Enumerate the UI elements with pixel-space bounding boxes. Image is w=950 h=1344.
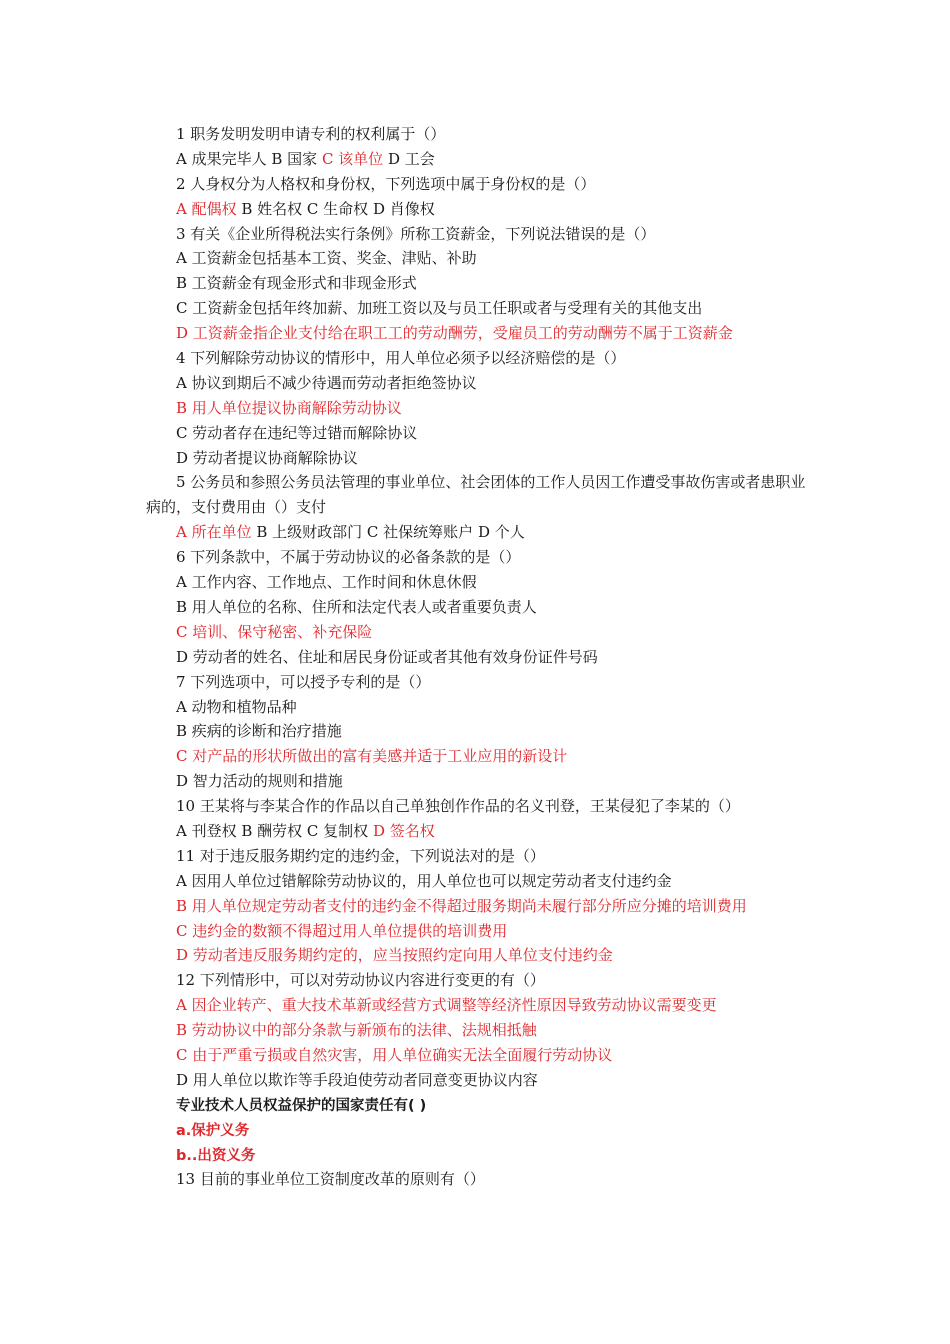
text-line — [146, 894, 810, 919]
text-line — [146, 446, 810, 471]
answer-text: D 劳动者违反服务期约定的，应当按照约定向用人单位支付违约金 — [176, 946, 613, 965]
question-list — [146, 122, 810, 1192]
question-text: 4 下列解除劳动协议的情形中，用人单位必须予以经济赔偿的是（） — [176, 349, 626, 368]
answer-text: a.保护义务 — [176, 1122, 250, 1139]
question-text: D 智力活动的规则和措施 — [176, 772, 343, 791]
text-line — [146, 122, 810, 147]
answer-text: b..出资义务 — [176, 1147, 256, 1164]
question-text: B 姓名权 C 生命权 D 肖像权 — [241, 199, 435, 218]
question-text: 7 下列选项中，可以授予专利的是（） — [176, 672, 431, 691]
text-line — [146, 197, 810, 222]
text-line — [146, 396, 810, 421]
text-line — [146, 844, 810, 869]
text-line — [146, 968, 810, 993]
question-text: B 上级财政部门 C 社保统筹账户 D 个人 — [256, 523, 525, 542]
question-text: A 刊登权 B 酬劳权 C 复制权 — [176, 821, 373, 840]
text-line — [146, 421, 810, 446]
text-line — [146, 595, 810, 620]
text-line — [146, 470, 810, 520]
text-line — [146, 744, 810, 769]
question-text: C 劳动者存在违纪等过错而解除协议 — [176, 423, 418, 442]
text-line — [146, 1143, 810, 1168]
text-line — [146, 645, 810, 670]
text-line — [146, 346, 810, 371]
question-text: C 工资薪金包括年终加薪、加班工资以及与员工任职或者与受理有关的其他支出 — [176, 299, 703, 318]
text-line — [146, 769, 810, 794]
text-line — [146, 321, 810, 346]
text-line — [146, 1167, 810, 1192]
question-text: A 成果完毕人 B 国家 — [176, 149, 322, 168]
question-text: 1 职务发明发明申请专利的权利属于（） — [176, 125, 446, 143]
text-line — [146, 172, 810, 197]
question-text: D 用人单位以欺诈等手段迫使劳动者同意变更协议内容 — [176, 1070, 538, 1089]
text-line — [146, 371, 810, 396]
question-text: 11 对于违反服务期约定的违约金，下列说法对的是（） — [176, 846, 545, 865]
question-text: D 劳动者的姓名、住址和居民身份证或者其他有效身份证件号码 — [176, 647, 598, 666]
question-text: B 用人单位的名称、住所和法定代表人或者重要负责人 — [176, 597, 537, 616]
text-line — [146, 271, 810, 296]
question-text: 3 有关《企业所得税法实行条例》所称工资薪金，下列说法错误的是（） — [176, 224, 656, 243]
text-line — [146, 570, 810, 595]
question-text: A 工作内容、工作地点、工作时间和休息休假 — [176, 573, 477, 592]
text-line — [146, 147, 810, 172]
text-line — [146, 794, 810, 819]
question-text: D 劳动者提议协商解除协议 — [176, 448, 358, 467]
text-line — [146, 943, 810, 968]
question-text: A 工资薪金包括基本工资、奖金、津贴、补助 — [176, 249, 477, 268]
answer-text: B 用人单位提议协商解除劳动协议 — [176, 398, 402, 417]
answer-text: D 签名权 — [372, 821, 435, 840]
text-line — [146, 1068, 810, 1093]
answer-text: A 所在单位 — [176, 523, 257, 542]
text-line — [146, 222, 810, 247]
question-text: 13 目前的事业单位工资制度改革的原则有（） — [176, 1170, 485, 1189]
question-text: 2 人身权分为人格权和身份权，下列选项中属于身份权的是（） — [176, 174, 596, 193]
text-line — [146, 1043, 810, 1068]
text-line — [146, 296, 810, 321]
question-text: 12 下列情形中，可以对劳动协议内容进行变更的有（） — [176, 971, 545, 990]
question-text: D 工会 — [387, 149, 435, 168]
answer-text: B 用人单位规定劳动者支付的违约金不得超过服务期尚未履行部分所应分摊的培训费用 — [176, 896, 747, 915]
text-line — [146, 719, 810, 744]
text-line — [146, 520, 810, 545]
answer-text: C 由于严重亏损或自然灾害，用人单位确实无法全面履行劳动协议 — [176, 1046, 613, 1064]
text-line — [146, 670, 810, 695]
answer-text: C 对产品的形状所做出的富有美感并适于工业应用的新设计 — [176, 747, 568, 766]
text-line — [146, 919, 810, 944]
question-text: B 疾病的诊断和治疗措施 — [176, 722, 342, 741]
question-text: 专业技术人员权益保护的国家责任有( ) — [176, 1097, 427, 1114]
answer-text: B 劳动协议中的部分条款与新颁布的法律、法规相抵触 — [176, 1021, 537, 1040]
text-line — [146, 545, 810, 570]
question-text: A 协议到期后不减少待遇而劳动者拒绝签协议 — [176, 373, 477, 392]
question-text: A 动物和植物品种 — [176, 697, 297, 716]
answer-text: C 违约金的数额不得超过用人单位提供的培训费用 — [176, 921, 508, 940]
text-line — [146, 246, 810, 271]
text-line — [146, 1018, 810, 1043]
text-line — [146, 819, 810, 844]
question-text: 10 王某将与李某合作的作品以自己单独创作作品的名义刊登，王某侵犯了李某的（） — [176, 797, 740, 816]
answer-text: A 配偶权 — [176, 199, 242, 218]
answer-text: C 培训、保守秘密、补充保险 — [176, 622, 373, 641]
answer-text: A 因企业转产、重大技术革新或经营方式调整等经济性原因导致劳动协议需要变更 — [176, 996, 717, 1015]
question-text: 5 公务员和参照公务员法管理的事业单位、社会团体的工作人员因工作遭受事故伤害或者患职业病的，支付费用由（）支付 — [146, 473, 806, 517]
text-line — [146, 695, 810, 720]
text-line — [146, 869, 810, 894]
text-line — [146, 620, 810, 645]
question-text: B 工资薪金有现金形式和非现金形式 — [176, 274, 417, 293]
text-line — [146, 993, 810, 1018]
question-text: 6 下列条款中，不属于劳动协议的必备条款的是（） — [176, 548, 521, 567]
answer-text: C 该单位 — [321, 149, 388, 168]
text-line — [146, 1093, 810, 1118]
answer-text: D 工资薪金指企业支付给在职工工的劳动酬劳，受雇员工的劳动酬劳不属于工资薪金 — [176, 324, 733, 343]
question-text: A 因用人单位过错解除劳动协议的，用人单位也可以规定劳动者支付违约金 — [176, 871, 672, 890]
text-line — [146, 1118, 810, 1143]
